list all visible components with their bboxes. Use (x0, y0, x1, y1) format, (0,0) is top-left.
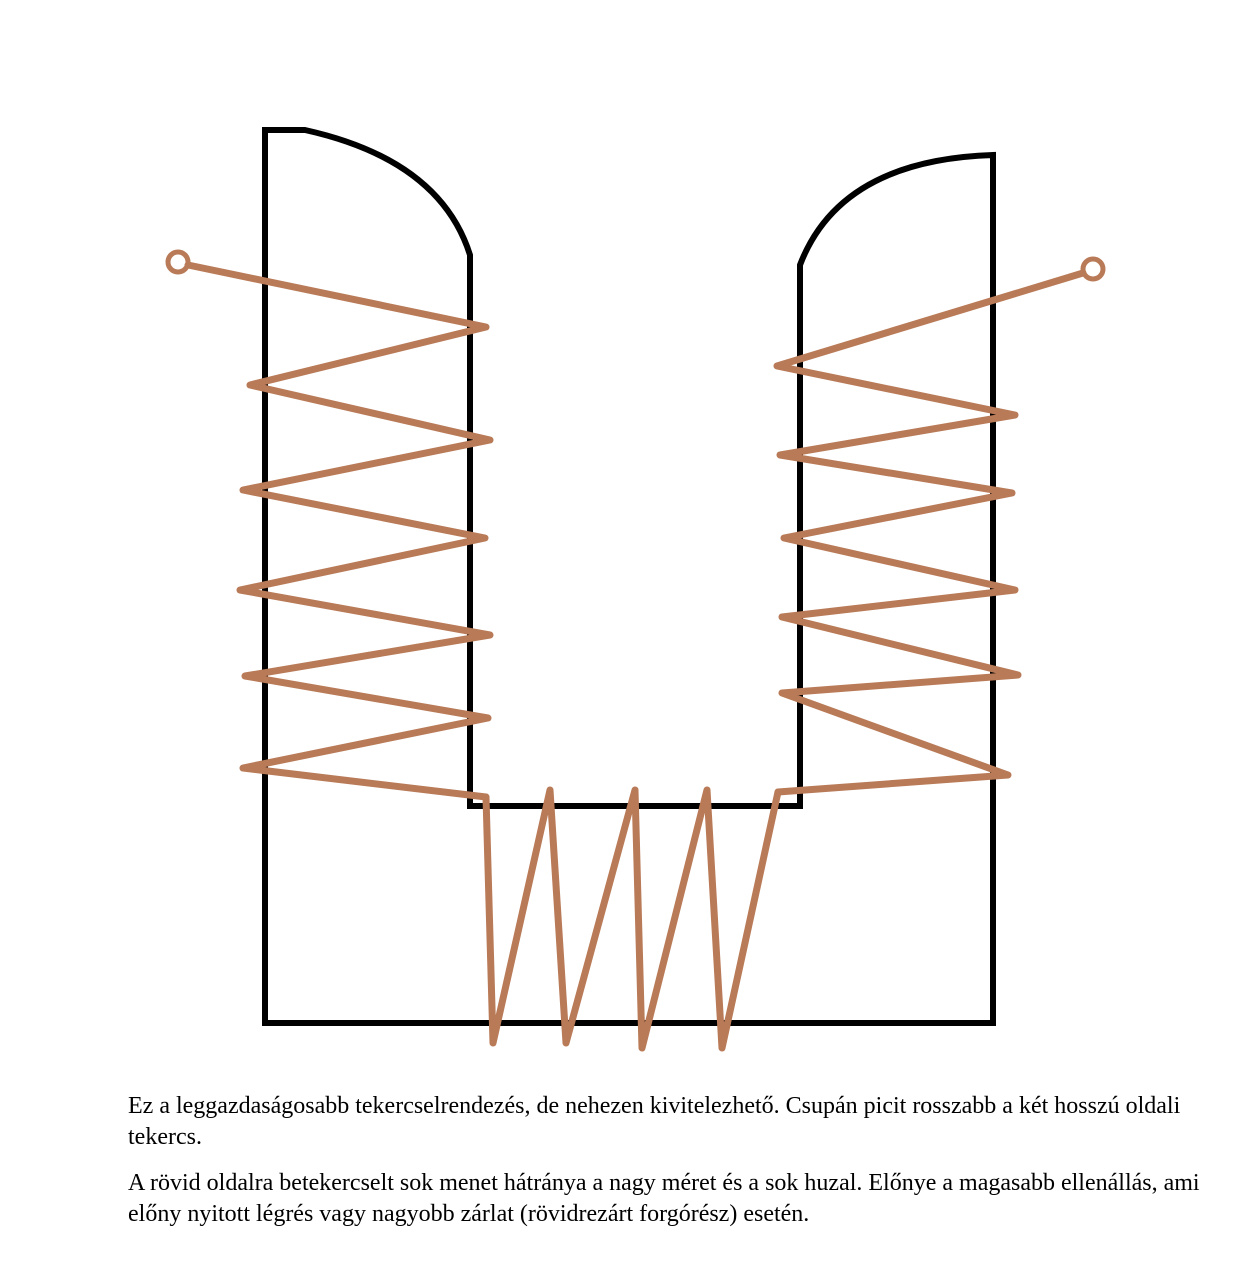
left-terminal-icon (168, 252, 188, 272)
u-core-outline (265, 130, 993, 1023)
right-leg-winding (777, 273, 1083, 792)
bottom-yoke-winding (486, 790, 778, 1048)
right-terminal-icon (1083, 259, 1103, 279)
caption-paragraph-1: Ez a leggazdaságosabb tekercselrendezés, de nehezen kivitelezhető. Csupán picit rosszabb a két hosszú oldali tekercs. (128, 1093, 1181, 1150)
left-leg-winding (188, 265, 490, 797)
caption-paragraph-2: A rövid oldalra betekercselt sok menet hátránya a nagy méret és a sok huzal. Előnye a magasabb ellenállás, ami előny nyitott légrés vagy nagyobb zárlat (rövidrezárt forgórész) esetén. (128, 1170, 1200, 1227)
